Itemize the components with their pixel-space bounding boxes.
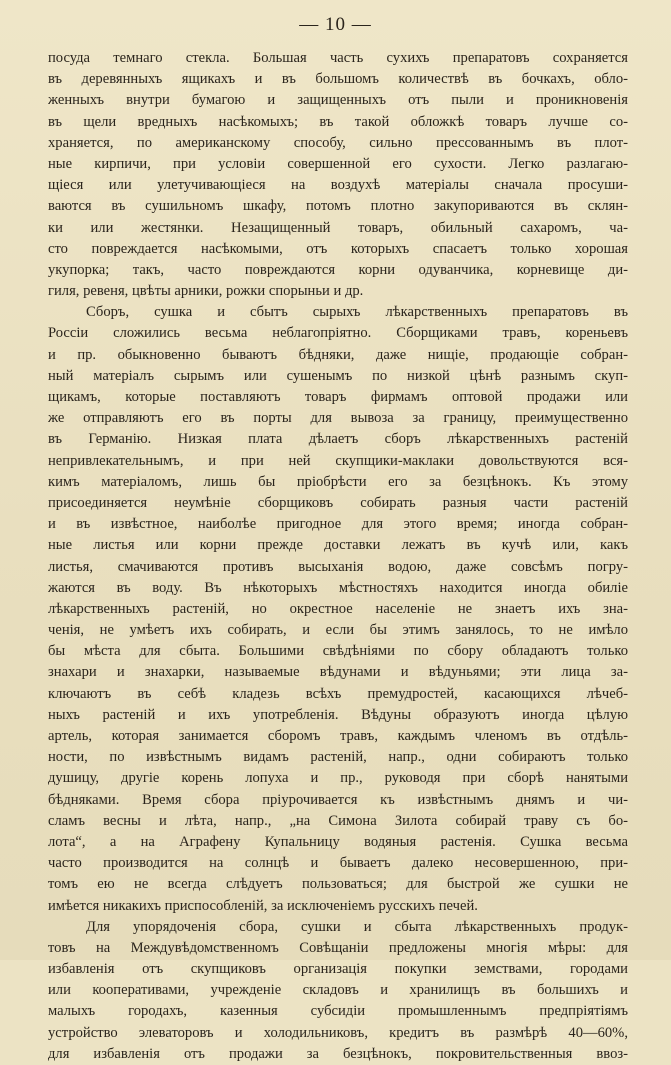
text-line: Россіи сложились весьма неблагопріятно. Сборщиками травъ, кореньевъ xyxy=(48,325,628,342)
text-line: лота“, а на Аграфену Купальницу водяныя растенія. Сушка весьма xyxy=(48,833,628,850)
text-line: ныхъ растеній и ихъ употребленія. Вѣдуны образуютъ иногда цѣлую xyxy=(48,706,628,723)
text-line: бѣдняками. Время сбора пріурочивается къ извѣстнымъ днямъ и чи- xyxy=(48,791,628,808)
text-line: и въ извѣстное, наиболѣе пригодное для этого время; иногда собран- xyxy=(48,516,628,533)
text-line: въ деревянныхъ ящикахъ и въ большомъ количествѣ въ бочкахъ, обло- xyxy=(48,71,628,88)
text-line: товъ на Междувѣдомственномъ Совѣщаніи предложены многія мѣры: для xyxy=(48,939,628,956)
text-line: устройство элеваторовъ и холодильниковъ, кредитъ въ размѣрѣ 40—60%, xyxy=(48,1024,628,1041)
text-line: ваются въ сушильномъ шкафу, потомъ плотно закупориваются въ склян- xyxy=(48,198,628,215)
text-line: щикамъ, которые поставляютъ товаръ фирмамъ оптовой продажи или xyxy=(48,389,628,405)
text-line: ки или жестянки. Незащищенный товаръ, обильный сахаромъ, ча- xyxy=(48,219,628,236)
text-line: жаются въ воду. Въ нѣкоторыхъ мѣстностяхъ находится иногда обиліе xyxy=(48,579,628,596)
text-line: храняется, по американскому способу, сильно прессованнымъ въ плот- xyxy=(48,134,628,151)
text-line: ченія, не умѣетъ ихъ собирать, и если бы этимъ занялось, то не имѣло xyxy=(48,622,628,639)
paragraph-first-line: Сборъ, сушка и сбытъ сырыхъ лѣкарственныхъ препаратовъ въ xyxy=(86,304,628,321)
text-line: ные кирпичи, при условіи совершенной его сухости. Легко разлагаю- xyxy=(48,155,628,172)
text-line: ные листья или корни прежде доставки лежатъ въ кучѣ или, какъ xyxy=(48,537,628,554)
text-line: листья, смачиваются противъ высыханія водою, даже совсѣмъ погру- xyxy=(48,558,628,575)
text-line: же отправляютъ его въ порты для вывоза за границу, преимущественно xyxy=(48,410,628,427)
text-line: имѣется никакихъ приспособленій, за исключеніемъ русскихъ печей. xyxy=(48,897,478,914)
text-line: знахари и знахарки, называемые вѣдунами и вѣдуньями; эти лица за- xyxy=(48,664,628,681)
text-line: кимъ матеріаломъ, лишь бы пріобрѣсти его за безцѣнокъ. Къ этому xyxy=(48,473,628,490)
text-line: ключаютъ въ себѣ кладезь всѣхъ премудростей, касающихся лѣчеб- xyxy=(48,685,628,702)
text-line: присоединяется неумѣніе сборщиковъ собирать разныя части растеній xyxy=(48,494,628,511)
text-line: артель, которая занимается сборомъ травъ, каждымъ членомъ въ отдѣль- xyxy=(48,728,628,744)
text-line: или кооперативами, учрежденіе складовъ и хранилищъ въ большихъ и xyxy=(48,982,628,999)
text-line: ный матеріалъ сырымъ или сушенымъ по низкой цѣнѣ разнымъ скуп- xyxy=(48,367,628,384)
text-line: малыхъ городахъ, казенныя субсидіи промышленнымъ предпріятіямъ xyxy=(48,1003,628,1020)
text-line: ности, по извѣстнымъ видамъ растеній, напр., одни собираютъ только xyxy=(48,749,628,766)
text-line: гиля, ревеня, цвѣты арники, рожки спорыньи и др. xyxy=(48,283,364,300)
text-line: лѣкарственныхъ растеній, но окрестное населеніе не знаетъ ихъ зна- xyxy=(48,600,628,617)
text-line: избавленія отъ скупщиковъ организація покупки земствами, городами xyxy=(48,961,628,978)
paragraph-first-line: Для упорядоченія сбора, сушки и сбыта лѣкарственныхъ продук- xyxy=(86,918,628,935)
text-line: непривлекательнымъ, и при ней скупщики-маклаки довольствуются вся- xyxy=(48,452,628,469)
text-line: сламъ весны и лѣта, напр., „на Симона Зилота собирай траву съ бо- xyxy=(48,812,628,829)
text-line: щіеся или улетучивающіеся на воздухѣ матеріалы сначала просуши- xyxy=(48,177,628,194)
text-line: для избавленія отъ продажи за безцѣнокъ, покровительственныя ввоз- xyxy=(48,1045,628,1062)
text-line: душицу, другіе корень лопуха и пр., руководя при сборѣ нанятыми xyxy=(48,770,628,787)
text-line: бы мѣста для сбыта. Большими свѣдѣніями по сбору обладаютъ только xyxy=(48,643,628,660)
text-line: женныхъ внутри бумагою и защищенныхъ отъ пыли и проникновенія xyxy=(48,92,628,109)
text-line: сто повреждается насѣкомыми, отъ которыхъ спасаетъ только хорошая xyxy=(48,240,628,257)
text-line: въ щели вредныхъ насѣкомыхъ; въ такой обложкѣ товаръ лучше со- xyxy=(48,113,628,130)
text-line: въ Германію. Низкая плата дѣлаетъ сборъ лѣкарственныхъ растеній xyxy=(48,431,628,448)
text-line: укупорка; такъ, часто повреждаются корни одуванчика, корневище ди- xyxy=(48,261,628,278)
text-line: и пр. обыкновенно бываютъ бѣдняки, даже нищіе, продающіе собран- xyxy=(48,346,628,363)
text-line: томъ ею не всегда слѣдуетъ пользоваться; для быстрой же сушки не xyxy=(48,876,628,893)
page-number: — 10 — xyxy=(299,14,372,35)
text-line: посуда темнаго стекла. Большая часть сухихъ препаратовъ сохраняется xyxy=(48,50,628,66)
body-text xyxy=(48,48,628,1065)
text-line: часто производится на солнцѣ и бываетъ далеко несовершенною, при- xyxy=(48,855,628,872)
